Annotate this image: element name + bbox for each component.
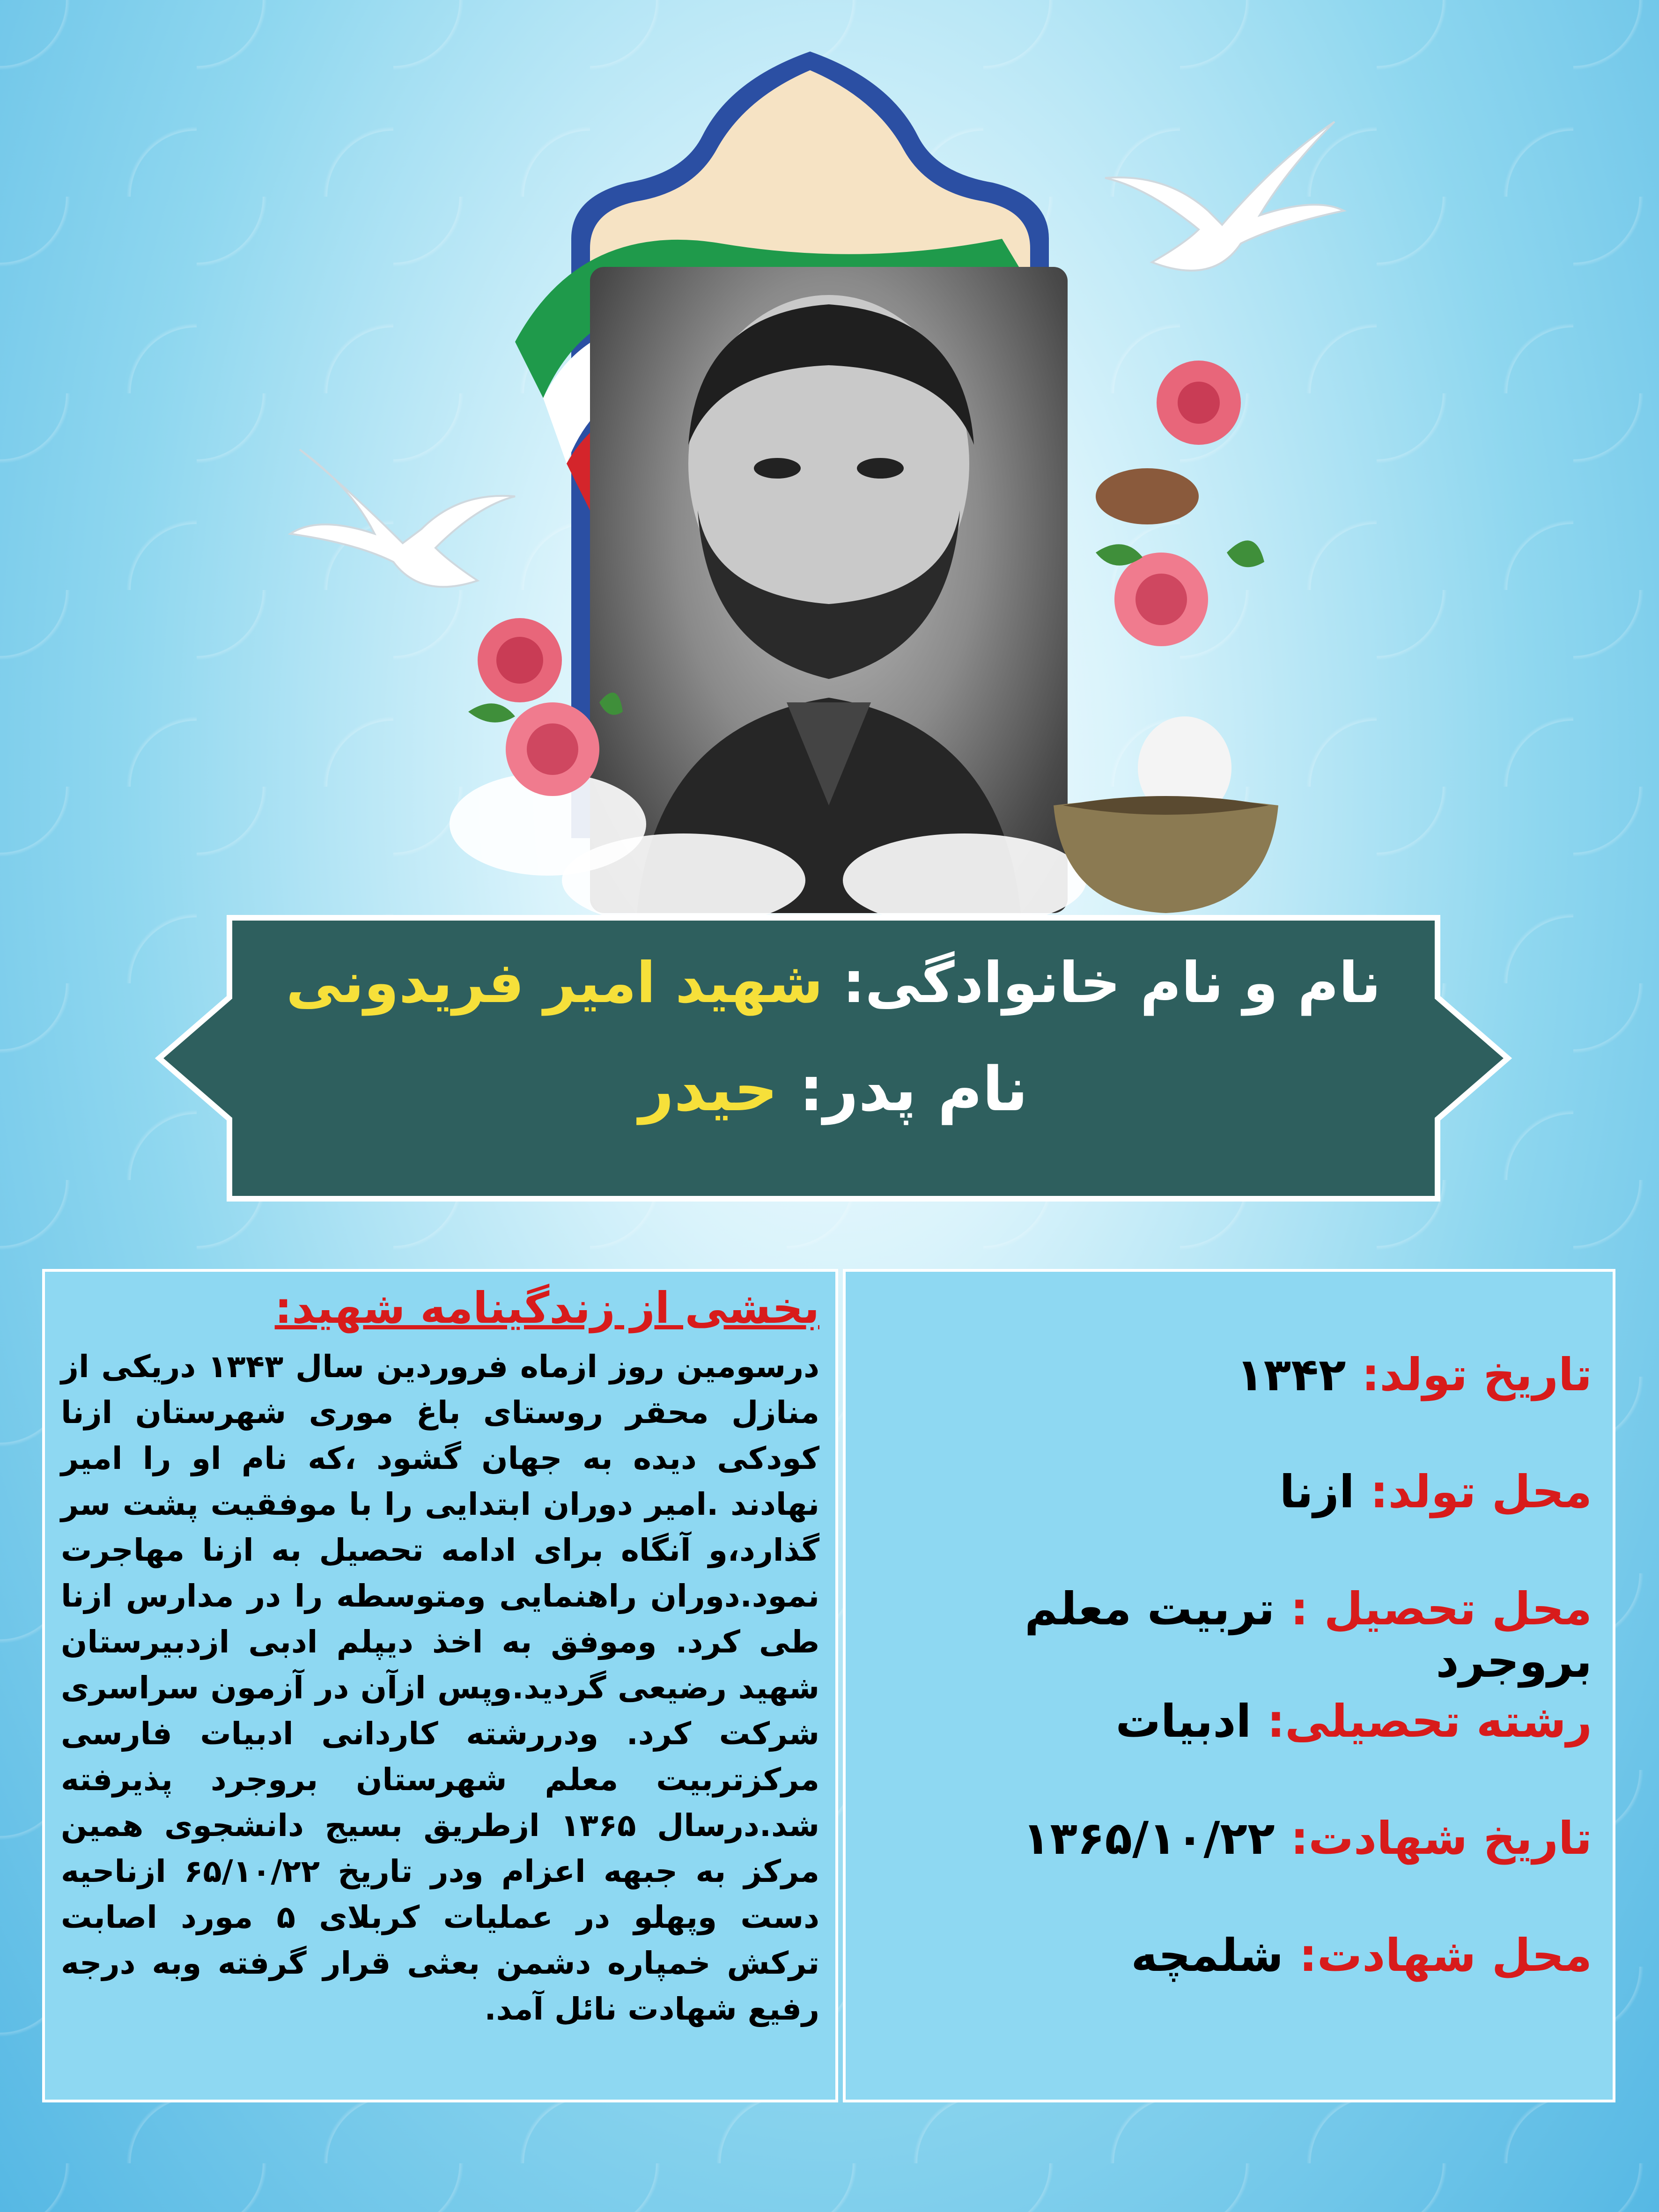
martyr-date-value: ۱۳۶۵/۱۰/۲۲ bbox=[1022, 1812, 1275, 1865]
major-value: ادبیات bbox=[1115, 1695, 1252, 1747]
birth-place-value: ازنا bbox=[1279, 1466, 1355, 1518]
father-line bbox=[155, 1054, 1512, 1125]
father-value: حیدر bbox=[639, 1054, 778, 1125]
biography-text: درسومین روز ازماه فروردین سال ۱۳۴۳ دریکی از منازل محقر روستای باغ موری شهرستان ازنا کودکی دیده به جهان گشود ،که نام او را امیر نهادند .امیر دوران ابتدایی را با موفقیت پشت سر گذارد،و آنگاه برای ادامه تحصیل به ازنا مهاجرت نمود.دوران راهنمایی ومتوسطه را در مدارس ازنا طی کرد. وموفق به اخذ دیپلم ادبی ازدبیرستان شهید رضیعی گردید.وپس ازآن در آزمون سراسری شرکت کرد. ودررشته کاردانی ادبیات فارسی مرکزتربیت معلم شهرستان بروجرد پذیرفته شد.درسال ۱۳۶۵ ازطریق بسیج دانشجوی همین مرکز به جبهه اعزام ودر تاریخ ۶۵/۱۰/۲۲ ازناحیه دست وپهلو در عملیات کربلای ۵ مورد اصابت ترکش خمپاره دشمن بعثی قرار گرفته وبه درجه رفیع شهادت نائل آمد. bbox=[61, 1349, 820, 2027]
birth-date-value: ۱۳۴۲ bbox=[1236, 1349, 1346, 1401]
birth-place-label: محل تولد: bbox=[1370, 1466, 1592, 1518]
study-place-label: محل تحصیل : bbox=[1290, 1583, 1592, 1635]
martyr-place-label: محل شهادت: bbox=[1299, 1929, 1592, 1982]
major-label: رشته تحصیلی: bbox=[1267, 1695, 1592, 1747]
birth-place-row bbox=[866, 1466, 1592, 1518]
dove-icon bbox=[281, 421, 524, 618]
name-value: شهید امیر فریدونی bbox=[286, 951, 823, 1016]
helmet-nest-icon bbox=[1044, 712, 1288, 918]
dove-icon bbox=[1091, 94, 1353, 309]
name-line bbox=[155, 951, 1512, 1016]
study-place-row bbox=[866, 1583, 1592, 1688]
martyr-date-row bbox=[866, 1812, 1592, 1865]
name-label: نام و نام خانوادگی: bbox=[842, 951, 1381, 1016]
biography-title: بخشی از زندگینامه شهید: bbox=[274, 1283, 819, 1333]
father-label: نام پدر: bbox=[799, 1054, 1028, 1125]
rose-icon bbox=[1077, 356, 1274, 730]
study-place-value: تربیت معلم بروجرد bbox=[1025, 1583, 1592, 1688]
martyr-date-label: تاریخ شهادت: bbox=[1290, 1812, 1592, 1865]
birth-date-label: تاریخ تولد: bbox=[1361, 1349, 1592, 1401]
rose-icon bbox=[459, 609, 627, 805]
martyr-place-row bbox=[866, 1929, 1592, 1982]
major-row bbox=[866, 1695, 1592, 1747]
birth-date-row bbox=[866, 1349, 1592, 1401]
martyr-place-value: شلمچه bbox=[1131, 1929, 1283, 1982]
martyr-portrait bbox=[590, 267, 1068, 913]
